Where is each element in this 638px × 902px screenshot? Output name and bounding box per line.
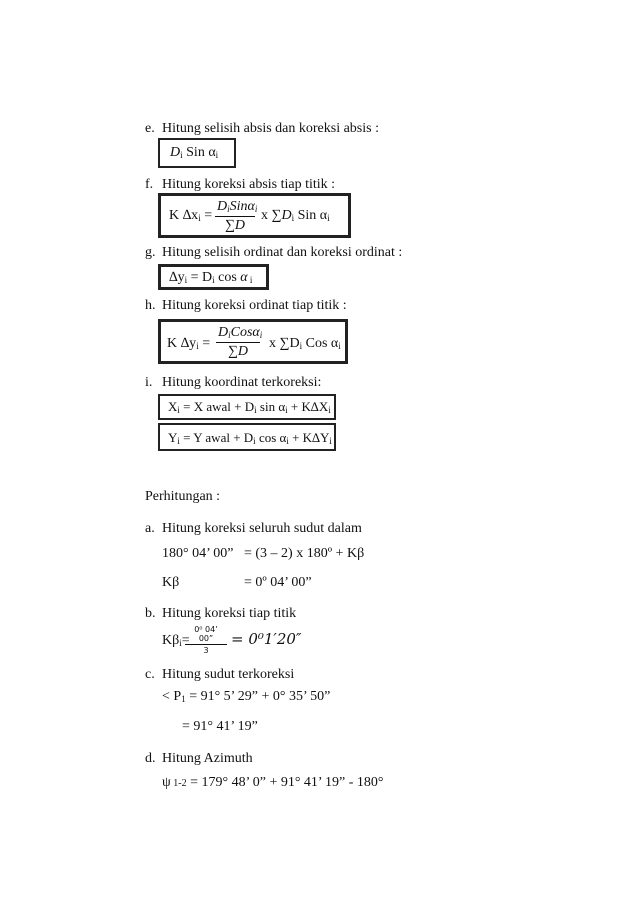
item-e-label: e.	[145, 121, 155, 136]
calc-a-line1-left: 180° 04’ 00”	[162, 546, 234, 561]
calc-b-label: b.	[145, 606, 156, 621]
formula-box-h	[158, 319, 348, 364]
item-h-text: Hitung koreksi ordinat tiap titik :	[162, 298, 347, 313]
calc-b-result: = 0⁰1′20″	[231, 630, 302, 648]
calc-d-text: Hitung Azimuth	[162, 751, 253, 766]
formula-f-right: x $\sum D_i$ Sin $\alpha_i$	[261, 208, 330, 223]
calc-b-k: $K\beta_i=$	[162, 633, 190, 648]
calc-c-label: c.	[145, 667, 155, 682]
calc-c-line1: < $P_1 = 91^\circ$ 5’ 29” + 0° 35’ 50”	[162, 689, 331, 704]
formula-h-right: x $\sum D_i$ Cos $\alpha_i$	[269, 336, 341, 351]
calc-c-text: Hitung sudut terkoreksi	[162, 667, 295, 682]
calc-a-label: a.	[145, 521, 155, 536]
formula-box-g	[158, 264, 269, 290]
item-g-label: g.	[145, 245, 156, 260]
item-e-text: Hitung selisih absis dan koreksi absis :	[162, 121, 379, 136]
calc-c-line2: = 91° 41’ 19”	[182, 719, 258, 734]
formula-ix: $X_i = X$ awal + $D_i$ $\sin \alpha_i + K\Delta X_i$	[168, 399, 331, 415]
item-i-label: i.	[145, 375, 153, 390]
calc-a-text: Hitung koreksi seluruh sudut dalam	[162, 521, 362, 536]
formula-f-left: K $\Delta x_i$ =	[169, 208, 213, 223]
formula-h-fraction: $D_iCos\alpha_i$ ∑D	[218, 325, 263, 359]
item-i-text: Hitung koordinat terkoreksi:	[162, 375, 322, 390]
item-f-label: f.	[145, 177, 154, 192]
calc-b-text: Hitung koreksi tiap titik	[162, 606, 297, 621]
formula-e: $D_i$ Sin $\alpha_i$	[170, 145, 219, 160]
perhitungan-title: Perhitungan :	[145, 489, 221, 504]
item-g-text: Hitung selisih ordinat dan koreksi ordinat :	[162, 245, 403, 260]
formula-box-iy	[158, 423, 336, 451]
calc-d-label: d.	[145, 751, 156, 766]
formula-box-e	[158, 138, 236, 168]
calc-a-line2-right: = 0º 04’ 00”	[244, 575, 312, 590]
calc-b-fraction: 0⁰ 04’ 00” 3	[185, 625, 227, 655]
item-f-text: Hitung koreksi absis tiap titik :	[162, 177, 336, 192]
formula-g: $\Delta y_i = D_i$ cos α $_i$	[169, 270, 253, 285]
calc-d-line: ψ 1-2 = 179° 48’ 0” + 91° 41’ 19” - 180°	[162, 775, 384, 790]
formula-h-left: K $\Delta y_i$ =	[167, 336, 211, 351]
formula-f-fraction: $D_iSin\alpha_i$ ∑D	[217, 199, 258, 233]
calc-a-line2-left: Kβ	[162, 575, 180, 590]
item-h-label: h.	[145, 298, 156, 313]
calc-a-line1-right: = (3 – 2) x 180º + Kβ	[244, 546, 365, 561]
formula-iy: $Y_i = Y$ awal + $D_i$ $\cos \alpha_i + K\Delta Y_i$	[168, 430, 332, 446]
formula-box-f	[158, 193, 351, 238]
formula-box-ix	[158, 394, 336, 420]
